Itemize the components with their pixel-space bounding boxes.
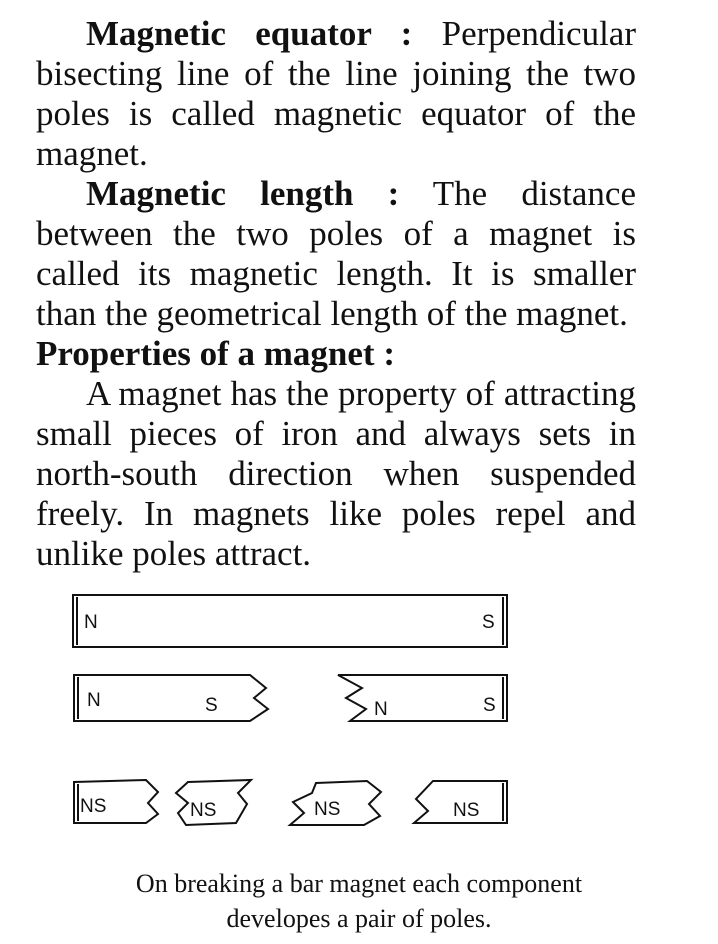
whole-magnet-south-label: S [482,612,495,633]
piece-4-poles-label: NS [453,800,480,821]
properties-heading: Properties of a magnet : [36,334,395,373]
text-content [36,14,636,574]
left-half-magnet [74,675,268,721]
piece-1-poles-label: NS [80,796,107,817]
whole-magnet-bar [73,595,507,647]
caption-line-2: developes a pair of poles. [226,904,492,933]
figure-caption [0,866,718,936]
magnetic-length-term: Magnetic length : [86,174,400,213]
piece-2-poles-label: NS [190,800,217,821]
caption-line-1: On breaking a bar magnet each component [135,869,583,898]
magnetic-equator-definition: Perpendicular bisecting line of the line joining the two poles is called magnetic equator of the magnet. [36,14,636,173]
left-half-north-label: N [87,690,101,711]
broken-magnet-figure [0,585,718,855]
right-half-north-label: N [374,699,388,720]
magnetic-length-definition: The distance between the two poles of a magnet is called its magnetic length. It is smaller than the geometrical length of the magnet. [36,174,636,333]
right-half-magnet [338,675,507,721]
broken-magnet-diagram [0,585,718,855]
magnetic-length-paragraph [36,174,636,334]
left-half-south-label: S [205,695,218,716]
whole-magnet-north-label: N [84,612,98,633]
right-half-south-label: S [483,695,496,716]
magnetic-equator-paragraph [36,14,636,174]
piece-3-poles-label: NS [314,799,341,820]
magnetic-equator-term: Magnetic equator : [86,14,413,53]
properties-body: A magnet has the property of attracting small pieces of iron and always sets in north-south direction when suspended freely. In magnets like poles repel and unlike poles attract. [36,374,636,573]
